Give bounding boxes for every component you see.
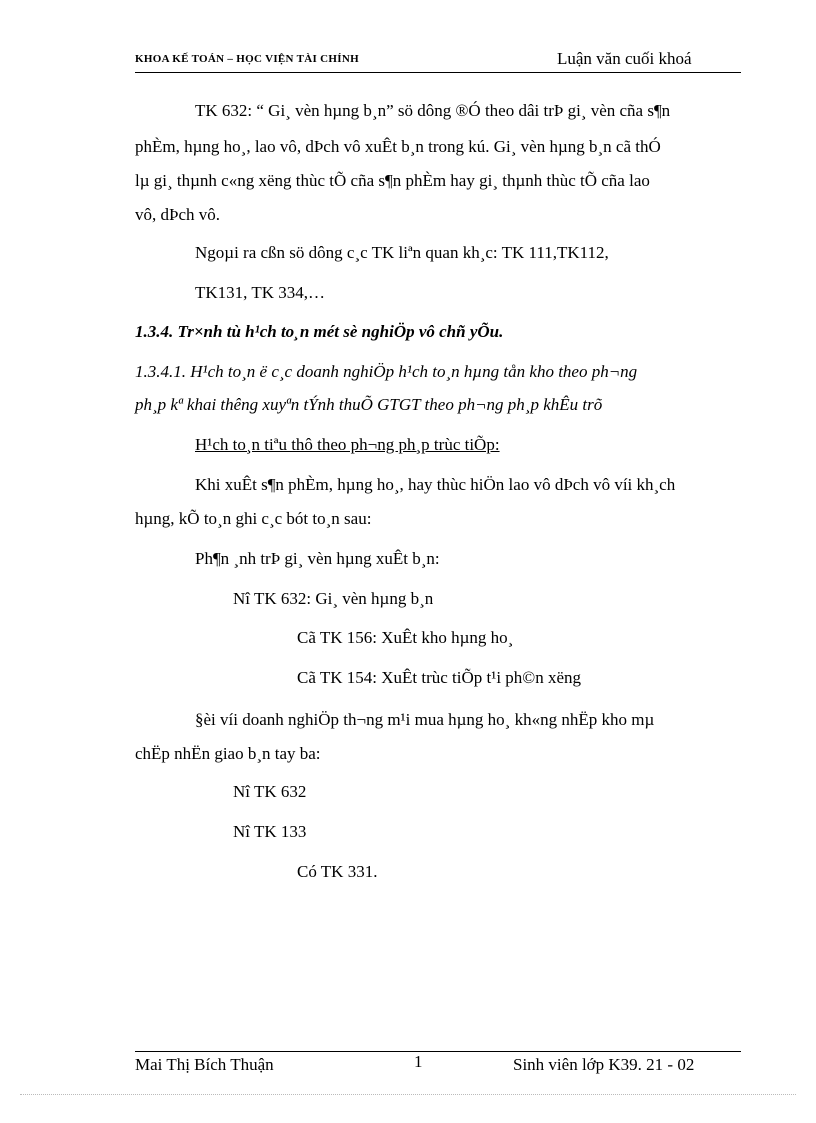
section-heading: 1.3.4. Tr×nh tù h¹ch to¸n mét sè nghiÖp vô chñ yÕu. bbox=[135, 322, 504, 341]
journal-entry-debit-133: Nî TK 133 bbox=[233, 822, 307, 841]
footer-class: Sinh viên lớp K39. 21 - 02 bbox=[513, 1055, 695, 1074]
header-doc-type: Luận văn cuối khoá bbox=[557, 49, 692, 68]
page-number: 1 bbox=[414, 1052, 423, 1071]
paragraph-1-line-4: vô, dÞch vô. bbox=[135, 205, 220, 224]
subsection-heading-line-1: 1.3.4.1. H¹ch to¸n ë c¸c doanh nghiÖp h¹ch to¸n hµng tån kho theo ph¬ng bbox=[135, 362, 638, 381]
paragraph-4-line-2: hµng, kÕ to¸n ghi c¸c bót to¸n sau: bbox=[135, 509, 372, 528]
footer-divider bbox=[135, 1051, 741, 1052]
subsection-heading-line-2: ph¸p kª khai thêng xuyªn tÝnh thuÕ GTGT theo ph¬ng ph¸p khÊu trõ bbox=[135, 395, 603, 414]
journal-entry-debit-632-b: Nî TK 632 bbox=[233, 782, 307, 801]
footer-author: Mai Thị Bích Thuận bbox=[135, 1055, 274, 1074]
journal-entry-credit-331: Có TK 331. bbox=[297, 862, 378, 881]
header-divider bbox=[135, 72, 741, 73]
paragraph-3: TK131, TK 334,… bbox=[195, 283, 326, 302]
paragraph-4-line-1: Khi xuÊt s¶n phÈm, hµng ho¸, hay thùc hiÖn lao vô dÞch vô víi kh¸ch bbox=[195, 475, 676, 494]
paragraph-1-line-3: lµ gi¸ thµnh c«ng xëng thùc tÕ cña s¶n phÈm hay gi¸ thµnh thùc tÕ cña lao bbox=[135, 171, 650, 190]
page-bottom-dotted-edge bbox=[20, 1094, 796, 1095]
paragraph-1-line-2: phÈm, hµng ho¸, lao vô, dÞch vô xuÊt b¸n trong kú. Gi¸ vèn hµng b¸n cã thÓ bbox=[135, 137, 661, 156]
paragraph-5: Ph¶n ¸nh trÞ gi¸ vèn hµng xuÊt b¸n: bbox=[195, 549, 440, 568]
journal-entry-credit-156: Cã TK 156: XuÊt kho hµng ho¸ bbox=[297, 628, 514, 647]
paragraph-6-line-2: chËp nhËn giao b¸n tay ba: bbox=[135, 744, 321, 763]
paragraph-1-line-1: TK 632: “ Gi¸ vèn hµng b¸n” sö dông ®Ó theo dâi trÞ gi¸ vèn cña s¶n bbox=[195, 101, 671, 120]
paragraph-2: Ngoµi ra cßn sö dông c¸c TK liªn quan kh¸c: TK 111,TK112, bbox=[195, 243, 609, 262]
journal-entry-debit-632: Nî TK 632: Gi¸ vèn hµng b¸n bbox=[233, 589, 434, 608]
journal-entry-credit-154: Cã TK 154: XuÊt trùc tiÕp t¹i ph©n xëng bbox=[297, 668, 582, 687]
header-faculty: KHOA KẾ TOÁN – HỌC VIỆN TÀI CHÍNH bbox=[135, 53, 359, 65]
paragraph-6-line-1: §èi víi doanh nghiÖp th¬ng m¹i mua hµng ho¸ kh«ng nhËp kho mµ bbox=[195, 710, 655, 729]
underlined-title: H¹ch to¸n tiªu thô theo ph¬ng ph¸p trùc tiÕp: bbox=[195, 435, 500, 454]
